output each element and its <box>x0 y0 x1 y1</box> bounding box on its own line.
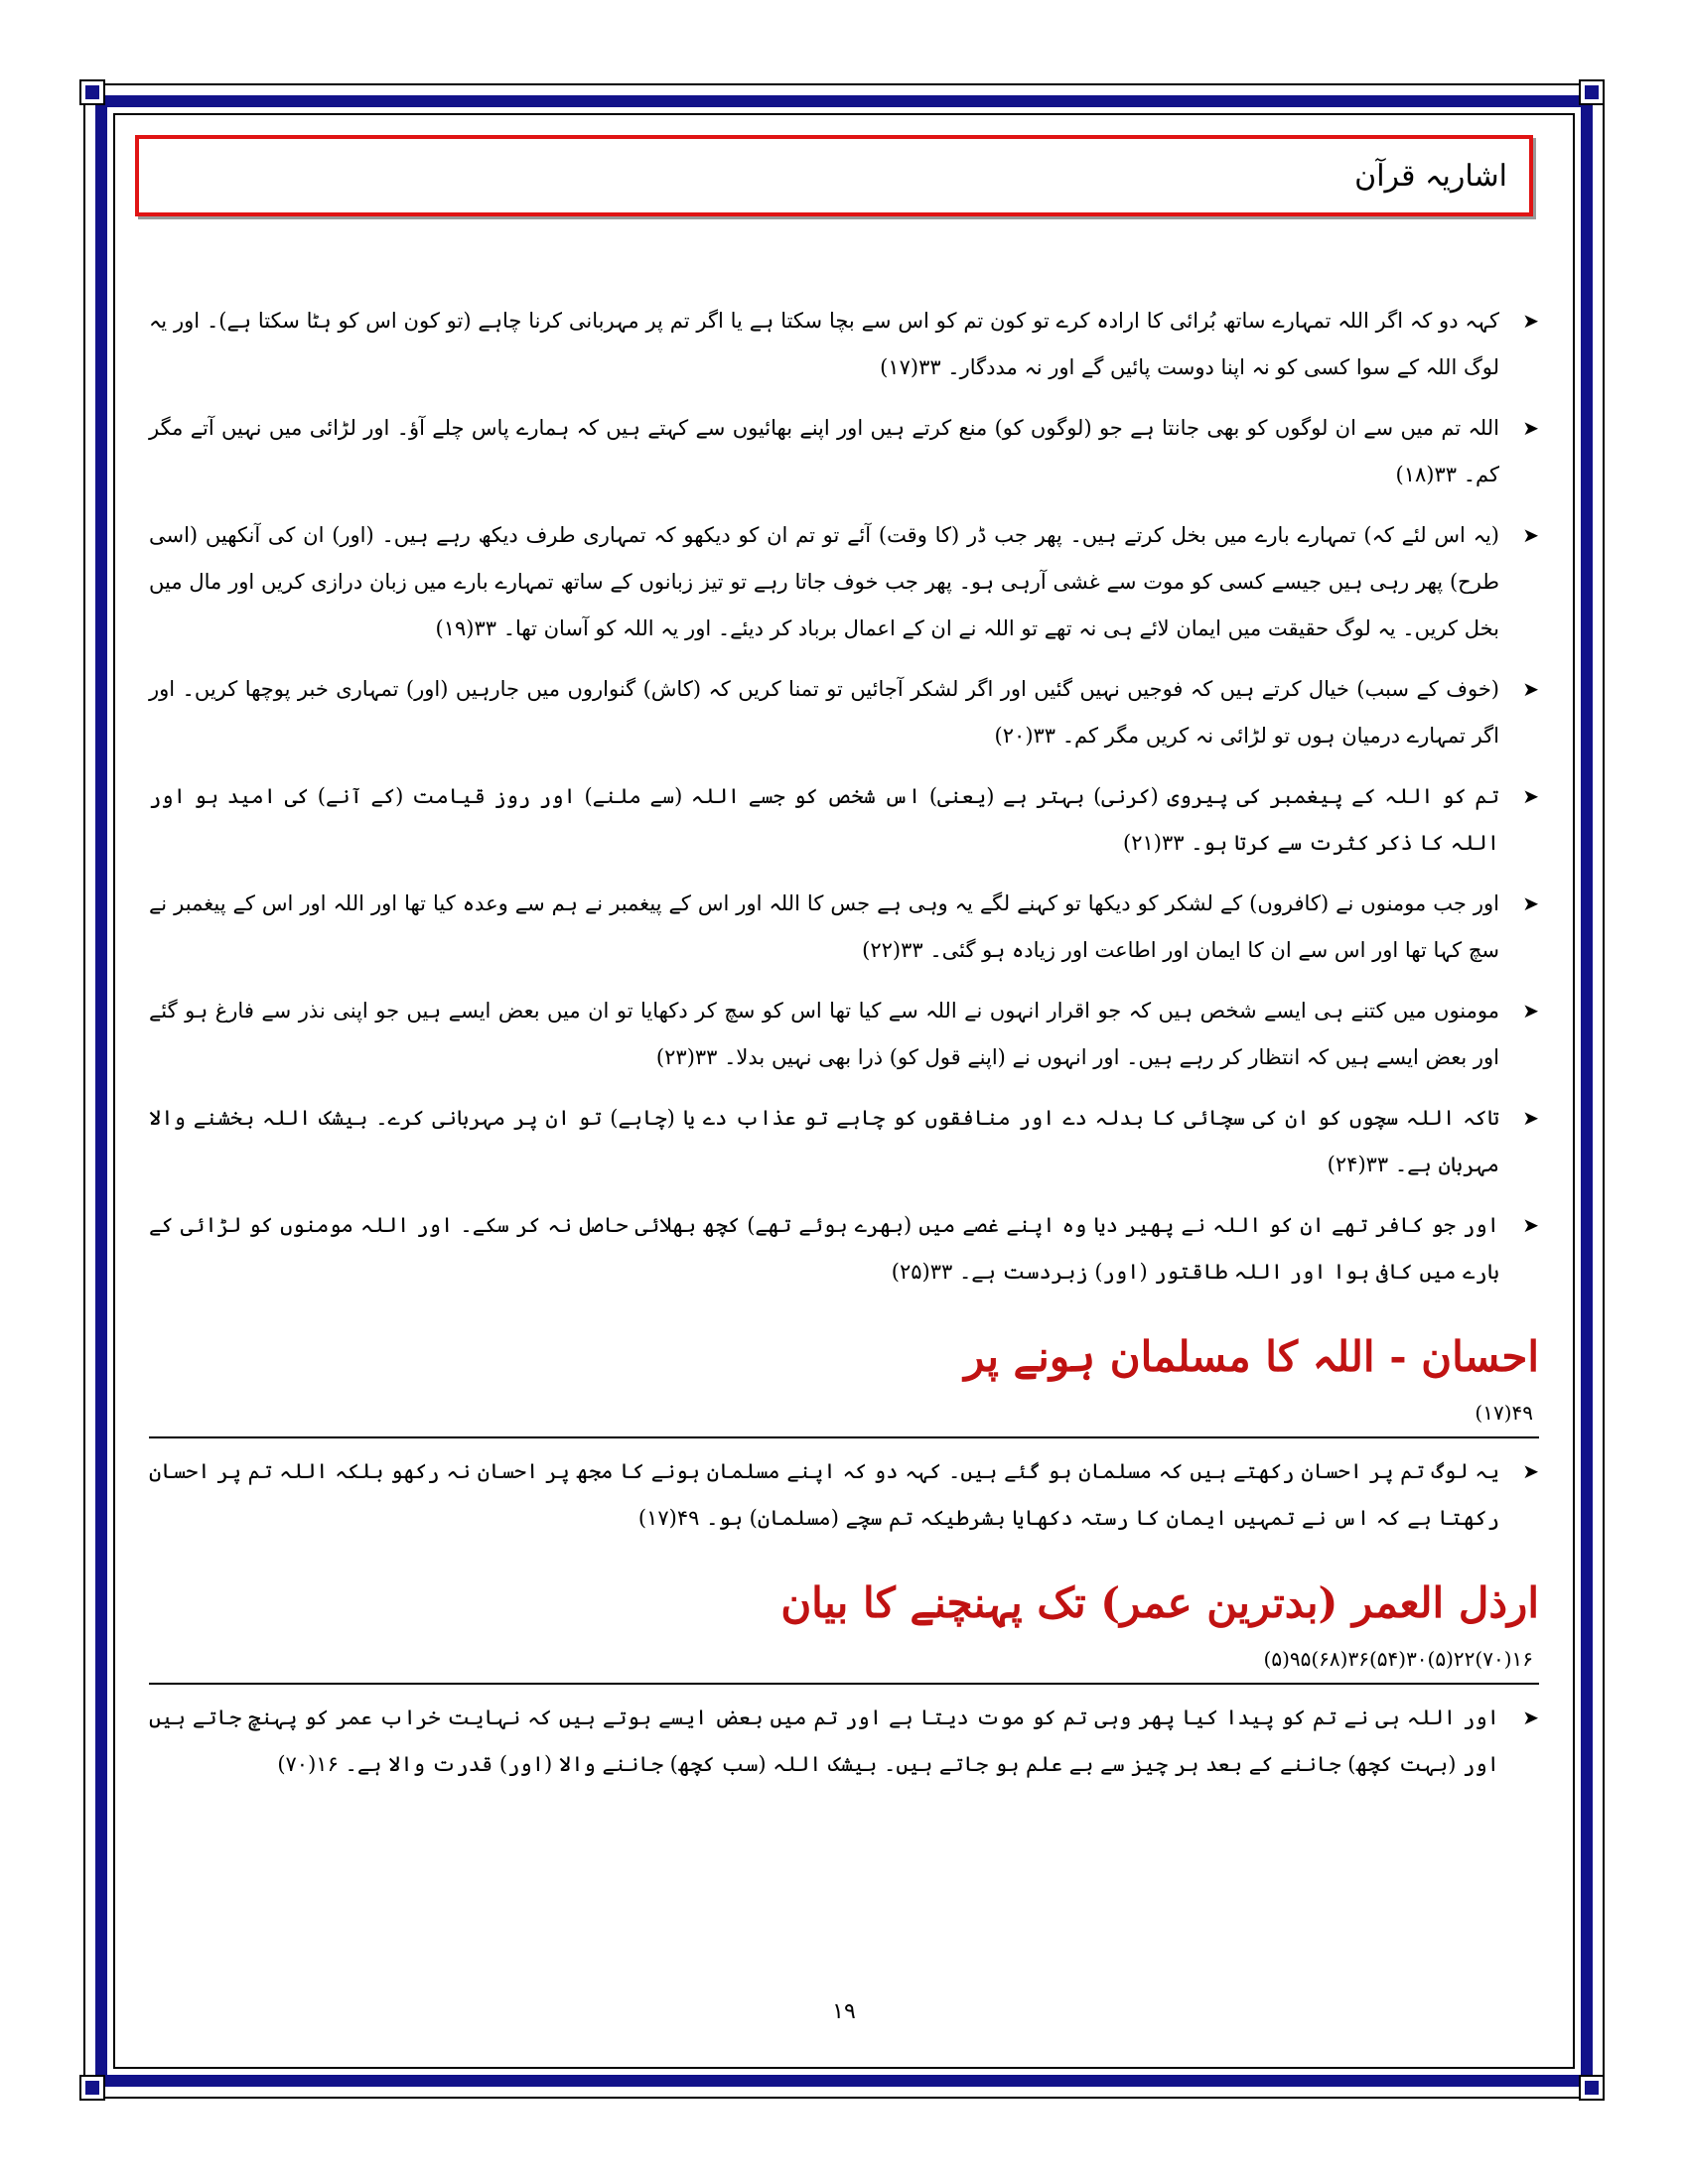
frame-corner-icon <box>71 71 117 117</box>
arrow-bullet-icon: ➤ <box>1522 1213 1539 1237</box>
header-box <box>135 135 1533 216</box>
section-divider <box>149 1683 1539 1685</box>
frame-corner-icon <box>1571 2067 1617 2113</box>
verse-text: تاکہ اللہ سچوں کو ان کی سچائی کا بدلہ دے اور منافقوں کو چاہے تو عذاب دے یا (چاہے) تو ان پر مہربانی کرے۔ بیشک اللہ بخشنے والا مہربان ہے۔ ۳۳(۲۴) <box>149 1106 1499 1176</box>
arrow-bullet-icon: ➤ <box>1522 1106 1539 1130</box>
verse-text: کہہ دو کہ اگر اللہ تمہارے ساتھ بُرائی کا ارادہ کرے تو کون تم کو اس سے بچا سکتا ہے یا اگر تم پر مہربانی کرنا چاہے (تو کون اس کو ہٹا سکتا ہے)۔ اور یہ لوگ اللہ کے سوا کسی کو نہ اپنا دوست پائیں گے اور نہ مددگار۔ ۳۳(۱۷) <box>149 309 1499 379</box>
section-title-ihsan: احسان - اللہ کا مسلمان ہونے پر <box>964 1332 1539 1381</box>
verse-text: مومنوں میں کتنے ہی ایسے شخص ہیں کہ جو اقرار انہوں نے اللہ سے کیا تھا اس کو سچ کر دکھایا تو ان میں بعض ایسے ہیں جو اپنی نذر سے فارغ ہو گئے اور بعض ایسے ہیں کہ انتظار کر رہے ہیں۔ اور انہوں نے (اپنے قول کو) ذرا بھی نہیں بدلا۔ ۳۳(۲۳) <box>149 999 1499 1069</box>
list-item <box>149 1448 1539 1542</box>
arrow-bullet-icon: ➤ <box>1522 784 1539 808</box>
list-item <box>149 773 1539 867</box>
frame-corner-icon <box>71 2067 117 2113</box>
section-reference: ۱۶(۷۰)۲۲(۵)۳۰(۵۴)۳۶(۶۸)۹۵(۵) <box>1263 1647 1533 1671</box>
section-divider <box>149 1436 1539 1438</box>
page-title: اشاریہ قرآن <box>1354 158 1507 194</box>
verse-text: اور جو کافر تھے ان کو اللہ نے پھیر دیا وہ اپنے غصے میں (بھرے ہوئے تھے) کچھ بھلائی حاصل نہ کر سکے۔ اور اللہ مومنوں کو لڑائی کے بارے میں کافی ہوا اور اللہ طاقتور (اور) زبردست ہے۔ ۳۳(۲۵) <box>149 1213 1499 1284</box>
verse-list-1 <box>149 298 1539 1296</box>
list-item <box>149 881 1539 974</box>
arrow-bullet-icon: ➤ <box>1522 891 1539 915</box>
verse-text: اور جب مومنوں نے (کافروں) کے لشکر کو دیکھا تو کہنے لگے یہ وہی ہے جس کا اللہ اور اس کے پیغمبر نے ہم سے وعدہ کیا تھا اور اللہ اور اس کے پیغمبر نے سچ کہا تھا اور اس سے ان کا ایمان اور اطاعت اور زیادہ ہو گئی۔ ۳۳(۲۲) <box>149 891 1499 962</box>
main-content <box>149 298 1539 1802</box>
arrow-bullet-icon: ➤ <box>1522 1459 1539 1483</box>
section-reference: ۴۹(۱۷) <box>1475 1401 1533 1425</box>
verse-text: اللہ تم میں سے ان لوگوں کو بھی جانتا ہے جو (لوگوں کو) منع کرتے ہیں اور اپنے بھائیوں سے کہتے ہیں کہ ہمارے پاس چلے آؤ۔ اور لڑائی میں نہیں آتے مگر کم۔ ۳۳(۱۸) <box>149 416 1499 486</box>
verse-text: تم کو اللہ کے پیغمبر کی پیروی (کرنی) بہتر ہے (یعنی) اس شخص کو جسے اللہ (سے ملنے) اور روز قیامت (کے آنے) کی امید ہو اور اللہ کا ذکر کثرت سے کرتا ہو۔ ۳۳(۲۱) <box>149 784 1499 855</box>
verse-text: (خوف کے سبب) خیال کرتے ہیں کہ فوجیں نہیں گئیں اور اگر لشکر آجائیں تو تمنا کریں کہ (کاش) گنواروں میں جارہیں (اور) تمہاری خبر پوچھا کریں۔ اور اگر تمہارے درمیان ہوں تو لڑائی نہ کریں مگر کم۔ ۳۳(۲۰) <box>149 677 1499 748</box>
arrow-bullet-icon: ➤ <box>1522 1706 1539 1729</box>
list-item <box>149 988 1539 1081</box>
verse-text: (یہ اس لئے کہ) تمہارے بارے میں بخل کرتے ہیں۔ پھر جب ڈر (کا وقت) آئے تو تم ان کو دیکھو کہ تمہاری طرف دیکھ رہے ہیں۔ (اور) ان کی آنکھیں (اسی طرح) پھر رہی ہیں جیسے کسی کو موت سے غشی آرہی ہو۔ پھر جب خوف جاتا رہے تو تیز زبانوں کے ساتھ تمہارے بارے میں زبان درازی کریں اور مال میں بخل کریں۔ یہ لوگ حقیقت میں ایمان لائے ہی نہ تھے تو اللہ نے ان کے اعمال برباد کر دیئے۔ اور یہ اللہ کو آسان تھا۔ ۳۳(۱۹) <box>149 523 1499 640</box>
verse-text: یہ لوگ تم پر احسان رکھتے ہیں کہ مسلمان ہو گئے ہیں۔ کہہ دو کہ اپنے مسلمان ہونے کا مجھ پر احسان نہ رکھو بلکہ اللہ تم پر احسان رکھتا ہے کہ اس نے تمہیں ایمان کا رستہ دکھایا بشرطیکہ تم سچے (مسلمان) ہو۔ ۴۹(۱۷) <box>149 1459 1499 1530</box>
list-item <box>149 666 1539 759</box>
frame-corner-icon <box>1571 71 1617 117</box>
arrow-bullet-icon: ➤ <box>1522 677 1539 701</box>
list-item <box>149 1095 1539 1188</box>
list-item <box>149 405 1539 498</box>
arrow-bullet-icon: ➤ <box>1522 523 1539 547</box>
verse-text: اور اللہ ہی نے تم کو پیدا کیا پھر وہی تم کو موت دیتا ہے اور تم میں بعض ایسے ہوتے ہیں کہ نہایت خراب عمر کو پہنچ جاتے ہیں اور (بہت کچھ) جاننے کے بعد ہر چیز سے بے علم ہو جاتے ہیں۔ بیشک اللہ (سب کچھ) جاننے والا (اور) قدرت والا ہے۔ ۱۶(۷۰) <box>149 1706 1499 1776</box>
arrow-bullet-icon: ➤ <box>1522 416 1539 440</box>
list-item <box>149 1695 1539 1788</box>
page-number: ۱۹ <box>832 1999 856 2024</box>
list-item <box>149 1202 1539 1296</box>
list-item <box>149 298 1539 391</box>
arrow-bullet-icon: ➤ <box>1522 309 1539 333</box>
list-item <box>149 512 1539 652</box>
section-title-ardhal-al-umr: ارذل العمر (بدترین عمر) تک پہنچنے کا بیان <box>780 1578 1539 1627</box>
arrow-bullet-icon: ➤ <box>1522 999 1539 1023</box>
